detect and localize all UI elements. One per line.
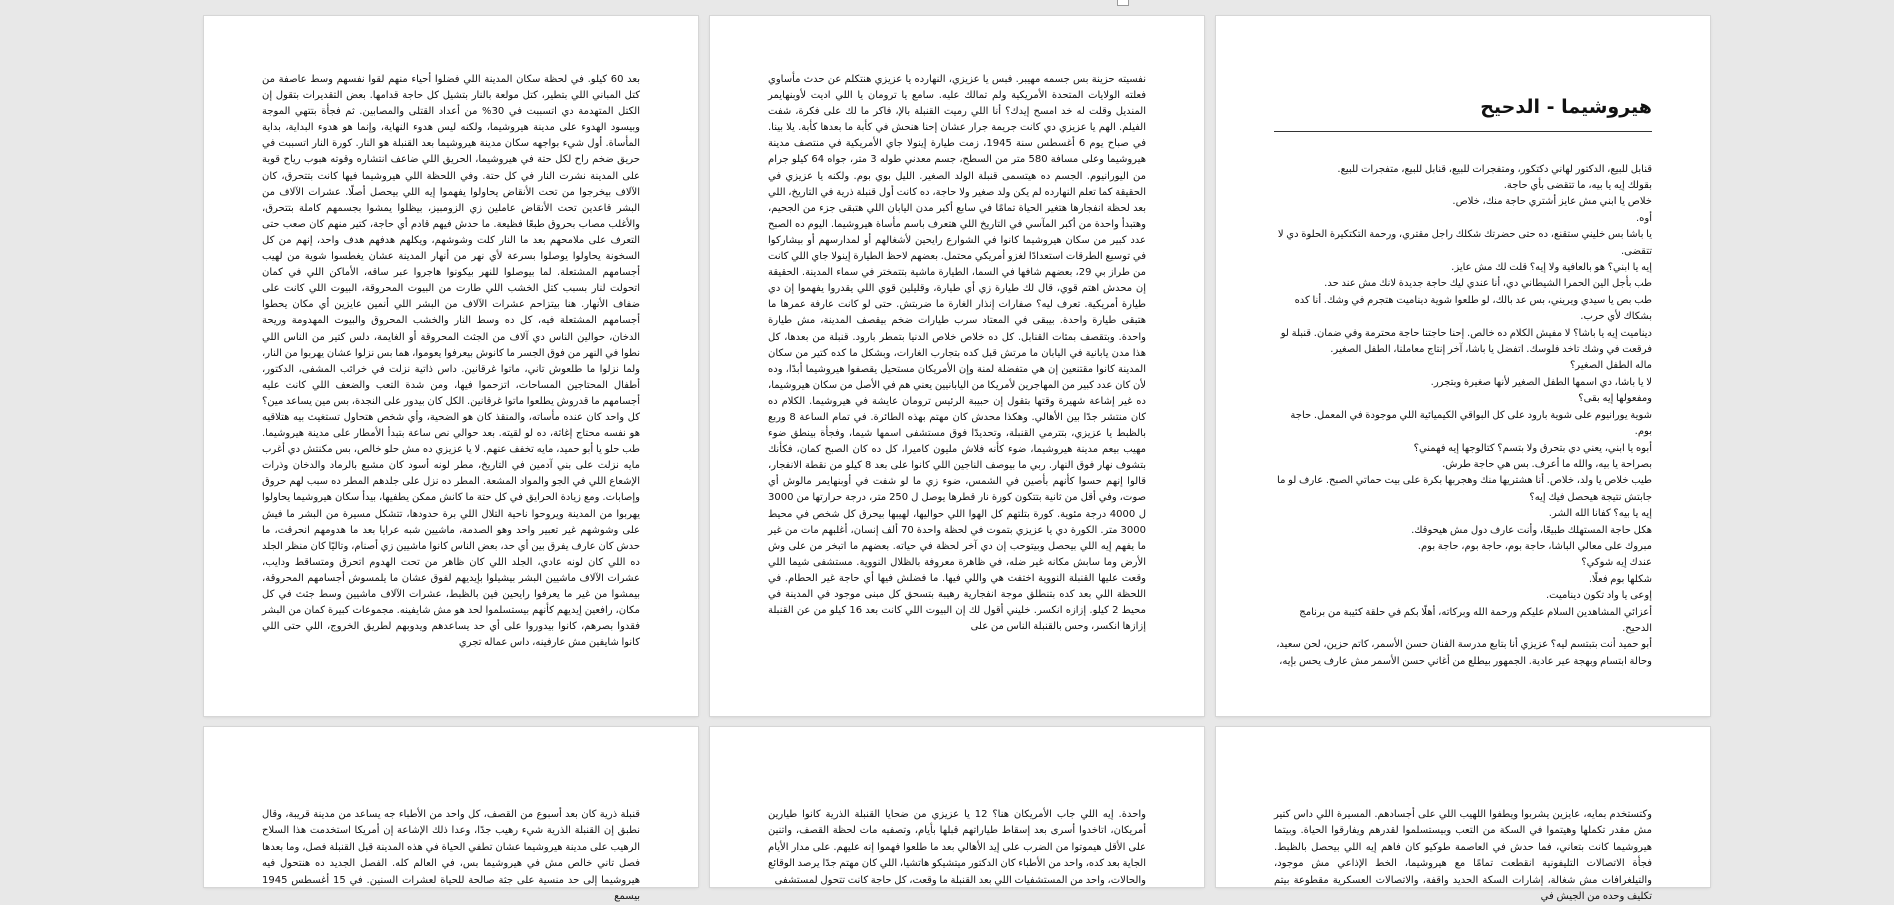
dialogue-block [1274, 162, 1652, 671]
dialogue-line: يا باشا بس خليني ستقنع، ده حتى حضرتك شكلك راجل مقتري، ورحمة التكتكيرة الحلوة دي لا تتقضى. [1277, 229, 1652, 257]
dialogue-line: أبوه يا ابني، يعني دي بتحرق ولا بتسم؟ كتالوجها إيه فهمني؟ [1413, 442, 1652, 454]
document-page-6 [204, 727, 698, 903]
dialogue-line: قنابل للبيع، الدكتور لهاني دكتكور، ومتفجرات للبيع، قنابل للبيع، متفجرات للبيع. [1337, 163, 1652, 175]
dialogue-line: شكلها بوم فعلًا. [1588, 573, 1652, 585]
dialogue-line: إوعى يا واد تكون ديناميت. [1545, 590, 1652, 602]
title-divider [1274, 131, 1652, 132]
dialogue-line: بقولك إيه يا بيه، ما تتقضى بأي حاجة. [1503, 180, 1652, 191]
dialogue-line: لا يا باشا، دي اسمها الطفل الصغير لأنها صغيرة وبتجرر. [1430, 376, 1652, 388]
body-paragraph: واحدة. إيه اللي جاب الأمريكان هنا؟ 12 يا عزيزي من ضحايا القنبلة الذرية كانوا طيارين أمريكان، اتاخدوا أسرى بعد إسقاط طياراتهم قبلها بأيام، وتصفيه مات لحظة القصف، واتنين على الأقل هيموتوا من الضرب على إيد الأهالي بعد ما طلعوا فهموا إنه عليهم. على مدار الأيام الجاية بعد كده، واحد من الأطباء كان الدكتور ميتشيكو هاتشيا، اللي كان مهتم جدًا يرصد الوقائع والحالات، واحد من المستشفيات اللي بعد القنبلة ما وقعت، كل حاجة كانت تتحول لمستشفى [768, 809, 1146, 886]
dialogue-line: مبروك على معالي الباشا، حاجة بوم، حاجة بوم، حاجة بوم. [1417, 540, 1652, 552]
dialogue-line: وحالة ابتسام وبهجة عير عادية. الجمهور بيطلع من أغاني حسن الأسمر مش عارف يحس بإيه، [1279, 655, 1652, 667]
body-paragraph: نفسيته حزينة بس جسمه مهيبر. فبس يا عزيزي، النهارده يا عزيزي هنتكلم عن حدث مأساوي فعلته الولايات المتحدة الأمريكية ولم تمالك عليه. سامع يا ترومان يا اللي اديت لأوبنهايمر المنديل وقلت له خد امسح إيدك؟ أنا اللي رميت القنبلة بالإ، فاكر ما لك على فكرة، شفت الفيلم. الهم يا عزيزي دي كانت جريمة جرار عشان إحنا هنحش في كأبة ما بعدها كأبة. يلا بينا. في صباح يوم 6 أغسطس سنة 1945، زمت طيارة إينولا جاي الأمريكية في منتصف مدينة هيروشيما وعلى مسافة 580 متر من السطح، جسم معدني طوله 3 متر، جواه 64 كيلو جرام من اليورانيوم. الجسم ده هيتسمى قنبلة الولد الصغير. الليل بوي بوم. ولكنه يا عزيزي في الحقيقة كما تعلم النهارده لم يكن ولد صغير ولا حاجة، ده كانت أول قنبلة ذرية في التاريخ، اللي بعد لحظة انفجارها هتغير الحياة تمامًا في سابع أكبر مدن اليابان اللي هتبقى جزء من الجحيم، وهتبدأ واحدة من أكبر المآسي في التاريخ اللي هتعرف باسم مأساة هيروشيما. اليوم ده الصبح عدد كبير من سكان هيروشيما كانوا في الشوارع رايحين لأشغالهم أو لمدارسهم أو بيشاركوا في توسيع الطرقات استعدادًا لغزو أمريكي محتمل. بعضهم لاحظ الطيارة إينولا جاي اللي كانت من طراز بي 29، بعضهم شافها في السما، الطيارة ماشية بتتمختر في سماء المدينة. الحقيقة إن محدش اهتم قوي، قال لك طيارة زي أي طيارة، وقليلين قوي اللي يقدروا يفهموا إن دي طيارة أمريكية. تعرف ليه؟ صفارات إنذار الغارة ما ضربتش. حتى لو كانت عارفة عمرها ما هتبقى طيارة واحدة. بيبقى في المعتاد سرب طيارات ضخم بيقصف المدينة، مش طيارة واحدة. وبتقصف بمئات القنابل. كل ده خلاص خلاص الدنيا بتمطر بارود. قنبلة من بعدها، كل هذا مدن يابانية في اليابان ما مرتش قبل كده بتجارب الغارات، وبشكل ما كده كتير من سكان المدينة كانوا مقتنعين إن هي متفضلة لمنة وإن الأمريكان مستحيل يقصفوا هيروشيما أبدًا، وده لأن كان عدد كبير من المهاجرين لأمريكا من اليابانيين يعني هم في الأصل من سكان هيروشيما، ده غير إشاعة شهيرة وقتها بتقول إن حبيبة الرئيس ترومان عايشة في هيروشيما. الكلام ده كان منتشر جدًا بين الأهالي. وهكذا محدش كان مهتم بهذه الطائرة. في تمام الساعة 8 وربع بالظبط يا عزيزي، بتترمي القنبلة، وتحديدًا فوق مستشفى اسمها شيما، وفجأة بينطق ضوء مهيب بيعم مدينة هيروشيما، ضوء كأنه فلاش مليون كاميرا، كل ده كان الصبح كمان، فكأنك بتشوف نهار فوق النهار. ربي ما بيوصف الناجين اللي كانوا على بعد 8 كيلو من نقطة الانفجار، قالوا إنهم حسوا كأنهم بأصين في الشمس، ضوء زي ما لو شفت في أوبنهايمر مالوش أي صوت، وفي أقل من ثانية بتتكون كورة نار قطرها يوصل ل 250 متر، درجة حرارتها من 3000 ل 4000 درجة مئوية. كورة بتلتهم كل الهوا اللي حواليها، لهيبها بيحرق كل شخص في محيط 3000 متر. الكورة دي يا عزيزي بتموت في لحظة واحدة 70 ألف إنسان، أغلبهم مات من غير ما يفهم إيه اللي بيحصل وبيتوحب إن دي آخر لحظة في حياته. بعضهم ما اتبخر من على وش الأرض وما سابش مكانه غير ضله، في ظاهرة معروفة بالظلال النووية. مستشفى شيما اللي وقعت عليها القنبلة النووية اختفت هي واللي فيها. ما فضلش فيها أي حاجة غير الحطام. في اللحظة اللي بعد كده بتنطلق موجة انفجارية رهيبة بتسحق كل مبنى موجود في المدينة في محيط 2 كيلو. إزازه انكسر. خليني أقول لك إن البيوت اللي كانت بعد 16 كيلو من عن القنبلة إزازها انكسر، وحس بالقنبلة الناس من على [768, 74, 1146, 633]
body-paragraph: قنبلة ذرية كان بعد أسبوع من القصف، كل واحد من الأطباء جه يساعد من مدينة قريبة، وقال نطبق إن القنبلة الذرية شيء رهيب جدًا، وعدا ذلك الإشاعة إن أمريكا استخدمت هذا السلاح الرهيب على مدينة هيروشيما عشان تطفي الحياة في هذه المدينة قبل القنبلة فصل، وما بعدها فصل تاني خالص مش في هيروشيما بس، في العالم كله. الفصل الجديد ده هنتحول فيه هيروشيما إلى حد منسية على جثة صالحة للحياة لعشرات السنين. في 15 أغسطس 1945 بيسمع [262, 809, 640, 903]
body-paragraph: بعد 60 كيلو. في لحظة سكان المدينة اللي فضلوا أحياء منهم لقوا نفسهم وسط عاصفة من كتل المباني اللي بتطير، كتل مولعة بالنار بتشيل كل حاجة قدامها. بعض التقديرات بتقول إن الكتل المتهدمة دي اتسببت في 30% من أعداد القتلى والمصابين. ثم فجأة بتتهي الموجة وبيسود الهدوء على مدينة هيروشيما، ولكنه ليس هدوء النهاية، وإنما هو هدوء البداية، بداية المأساة. أول شيء بواجهه سكان مدينة هيروشيما بعد القنبلة هو النار. كورة النار اتسببت في حريق ضخم راح لكل حتة في هيروشيما، الحريق اللي ضاعف انتشاره وقوته هبوب رياح قوية على المدينة نشرت النار في كل حتة. وفي اللحظة اللي هيروشيما فيها كانت بتتحرق، كان الآلاف بيخرجوا من تحت الأنقاض يحاولوا يفهموا إيه اللي بيحصل أصلًا. عشرات الآلاف من البشر قاعدين تحت الأنقاض عاملين زي الزومبيز، بيظلوا يمشوا بجسمهم كاملة بتتحرق، والأغلب مصاب بحروق طبعًا فظيعة. ما حدش فيهم قادم أي حاجة، كتير منهم كان صعب حتى التعرف على ملامحهم بعد ما النار كلت وشوشهم، ويكلهم هدفهم هدف واحد، إنهم من كل السخونة يحاولوا يوصلوا بسرعة لأي نهر من أنهار المدينة عشان يغطسوا شوية من لهيب أجسامهم المشتعلة. لما بيوصلوا للنهر بيكونوا هاجروا عبر ساقه، الأماكن اللي في كمان اتحولت لنار بسبب كتل الخشب اللي طارت من البيوت المحروقة، البيوت اللي كانت على ضفاف الأنهار. هنا بيتزاحم عشرات الآلاف من البشر اللي أنمين عايزين أي مكان يحطوا أجسامهم المشتعلة فيه، كل ده وسط النار والخشب المحروق والبيوت المهدومة وريحة الدخان، حوالين الناس دي آلاف من الجثث المحروقة أو الغايمة، دلس كتير من الناس اللي نطوا في النهر من فوق الجسر ما كانوش بيعرفوا يعوموا، هما بس نزلوا عشان يهربوا من النار، ولما نزلوا ما طلعوش تاني، ماتوا غرقانين. داس ذاتية نزلت في خرائب المشفى، الدكتور، أطفال المحتاجين المساحات، اتزحموا فيها، ومن شدة التعب والضعف اللي كانت عليه أجسامهم ما قدروش يطلعوا ماتوا غرقانين. الكل كان بيدور على النجدة، بس مين يساعد مين؟ كل واحد كان عنده مأساته، والمنقذ كان هو الضحية، وأي شخص هتحاول تستغيث بيه هتلاقيه هو نفسه محتاج إغاثة، ده لو لقيته. بعد حوالي نص ساعة بتبدأ الأمطار على مدينة هيروشيما. طب حلو يا أبو حميد، مايه تخفف عنهم. لا يا عزيزي ده مش حلو خالص، بس مكنتش دي أغرب مايه نزلت على بني آدمين في التاريخ، مطر لونه أسود كان مشبع بالرماد والدخان وذرات الإشعاع اللي في الجو والمواد المشعة. المطر ده نزل على جلدهم المطر ده سبب لهم حروق وإصابات. ومع زيادة الحرايق في كل حتة ما كانش ممكن يطفيها، بيدأ سكان هيروشيما يحاولوا يهربوا من المدينة ويروحوا ناحية التلال اللي برة حدودها، تتشكل مسيرة من البشر ما فيش على وشوشهم غير تعبير واحد وهو الصدمة، ماشيين شبه عرايا بعد ما هدومهم انحرقت، ما حدش كان عارف يفرق بين أي حد، بعض الناس كانوا ماشيين زي أصنام، وتاليًا كان منظر الجلد ده اللي كان لونه عادي، الجلد اللي كان ظاهر من تحت الهدوم اتحرق ومتساقط ودايب، عشرات الآلاف ماشيين البشر بيشيلوا بإيديهم لفوق عشان ما يلمسوش أجسامهم المحروقة، بيمشوا من غير ما يعرفوا رايحين فين بالظبط، عشرات الآلاف ماشيين وسط جثث في كل مكان، رافعين إيديهم كأنهم بيستسلموا لحد هو مش شايفينه. مجموعات كبيرة كمان من البشر فقدوا بصرهم، كانوا بيدوروا على أي حد يساعدهم ويدوبهم لطريق الخروج، اللي حتى اللي كانوا شايفين مش عارفينه، داس عماله تجري [262, 74, 640, 649]
dialogue-line: طيب خلاص يا ولد، خلاص. أنا هشتريها منك وهجربها بكرة على بيت حماتي الصبح. عارف لو ما جابتش نتيجة هيحصل فيك إيه؟ [1277, 475, 1652, 503]
dialogue-line: إيه يا بيه؟ كفانا الله الشر. [1548, 508, 1652, 520]
dialogue-line: ماله الطفل الصغير؟ [1570, 360, 1652, 372]
dialogue-line: هكل حاجة المستهلك طبيعًا، وأنت عارف دول مش هيحوقك. [1411, 524, 1652, 536]
dialogue-line: أعزائي المشاهدين السلام عليكم ورحمة الله وبركاته، أهلًا بكم في حلقة كئيبة من برنامج الدحيح. [1299, 606, 1652, 634]
document-page-4 [1216, 727, 1710, 903]
scroll-position-marker[interactable] [1117, 0, 1129, 6]
dialogue-line: بصراحة يا بيه، والله ما أعرف. بس هي حاجة طرش. [1442, 458, 1652, 470]
dialogue-line: طب بأجل الين الحمرا الشيطاني دي، أنا عندي ليك حاجة جديدة لانك مش عند حد. [1324, 278, 1652, 290]
body-paragraph: وكتستخدم بمايه، عايزين يشربوا ويطفوا اللهيب اللي على أجسادهم. المسيرة اللي داس كتير مش مقدر تكملها وهيتموا في السكة من التعب وبيستسلموا لقدرهم ويفارقوا الحياة. وبيتما هيروشيما كانت بتعاني، فما حدش في العاصمة طوكيو كان فاهم إيه اللي بيحصل بالظبط. فجأة الاتصالات التليفونية انقطعت تمامًا مع هيروشيما، الخط الإذاعي مش موجود، والتيلغرافات مش شغالة، إشارات السكة الحديد واقفة، والاتصالات العسكرية مقطوعة بيتم تكليف وحده من الجيش في [1274, 809, 1652, 903]
document-page-1 [1216, 16, 1710, 716]
dialogue-line: عندك إيه شوكي؟ [1581, 557, 1652, 569]
dialogue-line: شوية يورانيوم على شوية بارود على كل البواقي الكيميائية اللي موجودة في المعمل. حاجة بوم. [1290, 409, 1652, 438]
document-page-3 [204, 16, 698, 716]
dialogue-line: ديناميت إيه يا باشا؟ لا مفيش الكلام ده خالص. إحنا حاجتنا حاجة محترمة وفي ضمان. قنبلة لو فرقعت في وشك تاخد فلوسك. اتفضل يا باشا، آخر إنتاج معاملنا، الطفل الصغير. [1280, 327, 1652, 356]
dialogue-line: طب بص يا سيدي ويريني، بس عد بالك، لو طلعوا شوية ديناميت هتجرم في وشك. أنا كده بشكاك لأي حرب. [1294, 294, 1652, 323]
document-title: هيروشيما - الدحيح [1480, 96, 1652, 118]
dialogue-line: أوه. [1635, 212, 1652, 224]
document-page-2 [710, 16, 1204, 716]
dialogue-line: ومفعولها إيه بقى؟ [1578, 393, 1652, 405]
dialogue-line: خلاص يا ابني مش عايز أشتري حاجة منك، خلاص. [1452, 196, 1652, 208]
document-page-5 [710, 727, 1204, 887]
dialogue-line: أبو حميد أنت بتبتسم ليه؟ عزيزي أنا بتابع مدرسة الفنان حسن الأسمر، كاتم حزين، لحن سعيد، [1276, 639, 1652, 651]
dialogue-line: إيه يا ابني؟ هو بالعافية ولا إيه؟ قلت لك مش عايز. [1451, 262, 1652, 274]
